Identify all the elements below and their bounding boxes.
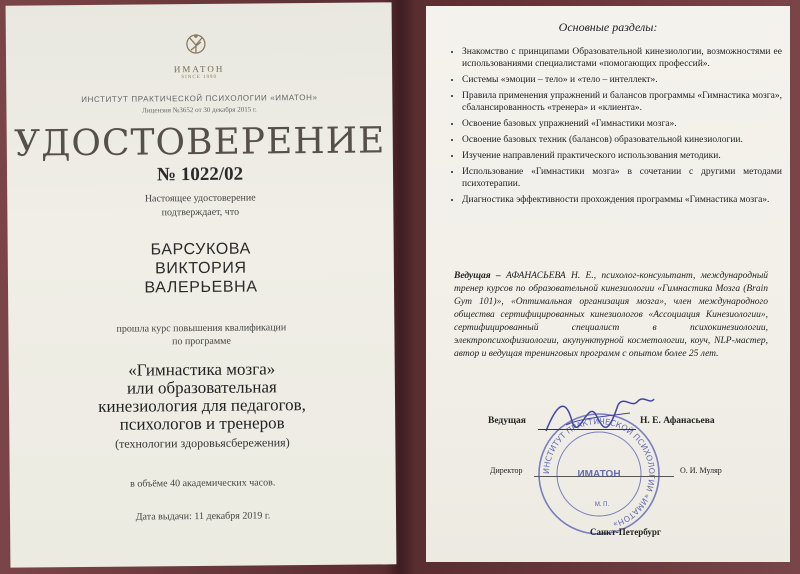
svg-text:ИМАТОН: ИМАТОН: [577, 469, 621, 480]
list-item: • Освоение базовых техник (балансов) образовательной кинезиологии.: [462, 134, 782, 146]
hours-text: в объёме 40 академических часов.: [130, 477, 276, 490]
course-text: прошла курс повышения квалификации по программе: [116, 322, 287, 348]
lead-signature-line: [538, 429, 636, 430]
sections-list: [448, 46, 782, 210]
list-item: • Правила применения упражнений и балансов программы «Гимнастика мозга», сбалансированность «тренера» и «клиента».: [462, 90, 782, 114]
confirm-text: Настоящее удостоверение подтверждает, что: [144, 192, 256, 219]
list-item: • Изучение направлений практического использования методики.: [462, 150, 782, 162]
certificate-title: УДОСТОВЕРЕНИЕ: [13, 120, 386, 165]
issue-date: Дата выдачи: 11 декабря 2019 г.: [135, 510, 271, 523]
lead-signature-label: Ведущая: [488, 416, 526, 426]
institute-name: ИНСТИТУТ ПРАКТИЧЕСКОЙ ПСИХОЛОГИИ «ИМАТОН»: [81, 92, 318, 105]
instructor-label: Ведущая –: [454, 271, 501, 281]
list-item: • Освоение базовых упражнений «Гимнастики мозга».: [462, 118, 782, 130]
svg-text:М. П.: М. П.: [594, 502, 610, 508]
brand-since: SINCE 1990: [181, 74, 218, 81]
certificate-number: № 1022/02: [156, 163, 244, 186]
certificate-right-page: [426, 6, 790, 562]
list-item: • Диагностика эффективности прохождения программы «Гимнастика мозга».: [462, 194, 782, 206]
list-item: • Знакомство с принципами Образовательной кинезиологии, возможностями ее использованиями специалистами «помогающих профессий».: [462, 46, 782, 70]
instructor-text: АФАНАСЬЕВА Н. Е., психолог-консультант, международный тренер курсов по образовательной кинезиологии «Гимнастика Мозга (Brain Gym 101)», «Оптимальная организация мозга», член международного общества сертифицированных кинезиологов «Ассоциация Кинезиологии», сертифицированный специалист в психокинезиологии, электропсихофизиологии, акупунктурной косметологии, коуч, NLP-мастер, автор и ведущая тренинговых программ с опытом более 25 лет.: [454, 271, 769, 359]
instructor-bio: [454, 270, 768, 361]
list-item: • Системы «эмоции – тело» и «тело – интеллект».: [462, 74, 782, 86]
program-subtitle: (технологии здоровьясбережения): [115, 435, 290, 451]
city-name: Санкт-Петербург: [590, 527, 661, 537]
director-label: Директор: [490, 466, 523, 475]
svg-text:ИНСТИТУТ ПРАКТИЧЕСКОЙ ПСИХОЛОГ: ИНСТИТУТ ПРАКТИЧЕСКОЙ ПСИХОЛОГИИ «ИМАТОН»: [541, 416, 657, 529]
brand-name: ИМАТОН: [173, 63, 225, 75]
director-name: О. И. Муляр: [680, 466, 722, 475]
imaton-logo-icon: [174, 30, 218, 64]
sections-heading: Основные разделы:: [558, 20, 658, 34]
license-line: Лицензия №3652 от 30 декабря 2015 г.: [142, 105, 257, 115]
director-signature-line: [534, 476, 674, 477]
list-item: • Использование «Гимнастики мозга» в сочетании с другими методами психотерапии.: [462, 166, 782, 190]
certificate-left-page: [6, 2, 397, 567]
program-title: «Гимнастика мозга» или образовательная кинезиология для педагогов, психологов и тренеров: [98, 359, 306, 434]
lead-signature-name: Н. Е. Афанасьева: [640, 416, 715, 426]
holder-name: БАРСУКОВА ВИКТОРИЯ ВАЛЕРЬЕВНА: [144, 240, 258, 297]
